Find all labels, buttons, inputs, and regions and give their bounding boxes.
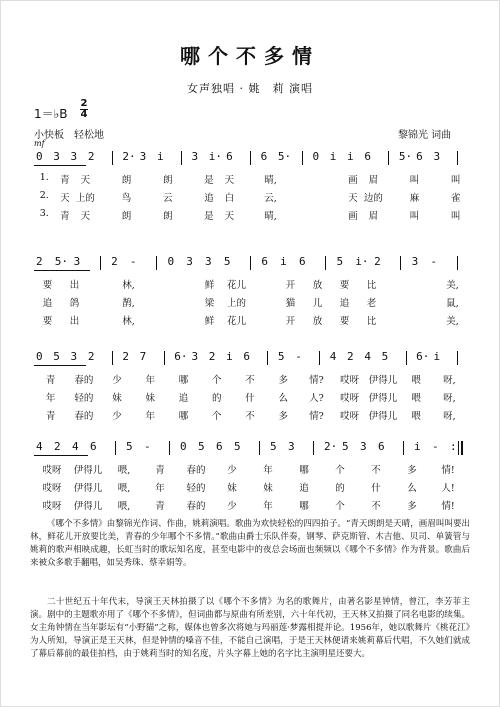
note: 3 <box>411 255 419 268</box>
beam <box>34 455 88 456</box>
lyric-syllable: 呀, <box>443 375 456 386</box>
bar-line <box>164 351 165 365</box>
key-signature: 1＝♭B <box>34 107 68 121</box>
lyric-syllable: 画 <box>348 175 358 186</box>
lyric-syllable: 是 <box>204 211 214 222</box>
lyric-syllable: 梁 <box>204 298 215 309</box>
lyric-syllable: 什 <box>371 483 381 494</box>
note: 2 <box>122 350 130 363</box>
lyric-syllable: 呀, <box>443 393 456 404</box>
lyric-syllable: 年 <box>263 501 273 512</box>
lyric-syllable: 叫 <box>450 211 461 222</box>
lyric-syllable: 哎呀 <box>340 393 360 404</box>
lyric-syllable: 多 <box>407 501 417 512</box>
final-bar-thick <box>461 441 463 455</box>
final-bar-thin <box>458 441 459 455</box>
lyric-syllable: 呀, <box>443 411 456 422</box>
lyric-syllable: 叫 <box>409 175 420 186</box>
lyric-syllable: 画 <box>348 211 358 222</box>
note: 2 <box>347 350 354 363</box>
note: 0 <box>180 440 187 453</box>
lyric-syllable: 喂, <box>117 465 131 476</box>
lyric-syllable: 鹊, <box>122 298 135 309</box>
note: 6· <box>416 350 430 363</box>
note: - <box>430 255 438 268</box>
lyric-syllable: 的 <box>335 483 345 494</box>
lyric-syllable: 年 <box>145 375 156 386</box>
lyric-syllable: 哪 <box>178 375 189 386</box>
lyric-syllable: 哪 <box>299 501 309 512</box>
notes-row <box>34 350 466 366</box>
lyric-syllable: 眉 <box>368 211 379 222</box>
lyric-syllable: 少 <box>112 411 122 422</box>
beam <box>34 365 86 366</box>
lyric-syllable: 不 <box>245 411 255 422</box>
note: 5· <box>277 150 292 163</box>
bar-line <box>156 256 157 270</box>
lyric-syllable: 天 <box>224 175 235 186</box>
note: 3 <box>139 150 147 163</box>
bar-line <box>115 441 116 455</box>
note: i <box>414 440 421 453</box>
lyric-syllable: 妹 <box>227 483 237 494</box>
lyric-syllable: 1. <box>39 172 49 183</box>
note: 4 <box>364 350 371 363</box>
lyric-syllable: 朗 <box>162 211 173 222</box>
lyric-row <box>34 208 466 222</box>
bar-line <box>457 256 458 270</box>
lyric-syllable: 个 <box>211 375 222 386</box>
note: 3 <box>191 350 199 363</box>
lyric-syllable: 老 <box>366 298 377 309</box>
note: 5 <box>270 440 277 453</box>
lyric-row <box>34 462 466 476</box>
lyric-syllable: 多 <box>407 465 417 476</box>
bar-line <box>313 441 314 455</box>
lyric-syllable: 喂 <box>411 411 421 422</box>
note: 5 <box>126 440 133 453</box>
lyric-syllable: 春的 <box>74 375 94 386</box>
note: 0 <box>36 150 43 163</box>
lyric-syllable: 伊得儿 <box>368 411 398 422</box>
beam <box>34 165 86 166</box>
lyric-syllable: 人? <box>309 393 324 404</box>
lyric-syllable: 伊得儿 <box>368 375 398 386</box>
note: 2 <box>208 350 216 363</box>
lyric-syllable: 青 <box>155 465 165 476</box>
note: 3 <box>433 150 441 163</box>
description-paragraph-1: 《哪个不多情》由黎锦光作词、作曲，姚莉演唱。歌曲为欢快轻松的四四拍子。“青天朗朗是天晴，画眉叫叫要出林，鲜花儿开放要比美，青春的少年哪个不多情。”歌曲由爵士乐队伴奏，钢琴、萨克斯管、木吉他、贝司、单簧管与姚莉的歌声相映成趣，长虹当时的歌坛知名度，甚至电影中的夜总会场面也频频以《哪个不多情》作为背景。歌曲后来被众多歌手翻唱，如吴秀珠、蔡幸娟等。 <box>30 519 470 568</box>
note: 6 <box>243 350 250 363</box>
lyric-syllable: 不 <box>371 465 381 476</box>
lyric-syllable: 儿 <box>312 298 323 309</box>
lyric-syllable: 放 <box>312 316 323 327</box>
note: 3 <box>360 440 367 453</box>
bar-line <box>250 151 251 165</box>
lyric-syllable: 白 <box>224 193 235 204</box>
bar-line <box>319 351 320 365</box>
lyric-syllable: 人! <box>441 483 455 494</box>
lyric-syllable: 哎呀 <box>42 501 62 512</box>
lyric-syllable: 么 <box>278 393 288 404</box>
lyric-syllable: 喂, <box>117 483 131 494</box>
bar-line <box>406 351 407 365</box>
bar-line <box>112 351 113 365</box>
lyric-syllable: 上的 <box>226 298 246 309</box>
lyric-syllable: 花儿 <box>226 280 246 291</box>
lyric-syllable: 多 <box>278 375 288 386</box>
lyric-syllable: 多 <box>278 411 288 422</box>
lyric-syllable: 喂, <box>117 501 131 512</box>
lyric-syllable: 天 <box>348 193 358 204</box>
lyric-syllable: 妹 <box>145 393 156 404</box>
lyric-syllable: 青 <box>60 175 70 186</box>
bar-line <box>325 256 326 270</box>
bar-line <box>457 151 458 165</box>
lyric-row <box>34 498 466 512</box>
lyric-syllable: 天 <box>80 211 91 222</box>
note: 6 <box>216 440 223 453</box>
lyric-syllable: 个 <box>335 501 345 512</box>
lyric-syllable: 比 <box>366 316 377 327</box>
lyric-syllable: 要 <box>339 280 350 291</box>
note: 6 <box>261 255 269 268</box>
note: 6 <box>298 255 306 268</box>
note: 3 <box>70 350 78 363</box>
note: 6 <box>416 150 423 163</box>
note: 4 <box>72 440 79 453</box>
note: 2 <box>374 255 381 268</box>
note: 3 <box>53 150 60 163</box>
lyric-syllable: 哪 <box>299 465 309 476</box>
lyric-syllable: 追 <box>299 483 309 494</box>
note: i <box>347 150 354 163</box>
lyric-syllable: 伊得儿 <box>73 501 103 512</box>
lyric-syllable: 少 <box>112 375 122 386</box>
lyric-syllable: 春的 <box>186 465 206 476</box>
note: 0 <box>36 350 43 363</box>
song-title: 哪个不多情 <box>180 44 320 68</box>
note: i <box>433 350 441 363</box>
lyric-syllable: 朗 <box>121 175 132 186</box>
lyric-syllable: 天 <box>224 211 235 222</box>
note: 0 <box>167 255 175 268</box>
lyric-syllable: 开 <box>285 280 296 291</box>
lyric-syllable: 是 <box>204 175 214 186</box>
note: 5 <box>234 440 241 453</box>
note: 6 <box>364 150 371 163</box>
note: 5 <box>336 255 344 268</box>
note: 3 <box>73 255 81 268</box>
lyric-syllable: 个 <box>211 411 222 422</box>
note: 3 <box>70 150 78 163</box>
note: 2 <box>87 350 95 363</box>
note: 2 <box>87 150 95 163</box>
lyric-syllable: 么 <box>407 483 417 494</box>
notes-row <box>34 440 466 456</box>
lyric-syllable: 青 <box>45 375 56 386</box>
lyric-syllable: 情! <box>441 501 455 512</box>
lyric-syllable: 追 <box>42 298 53 309</box>
lyric-syllable: 伊得儿 <box>73 465 103 476</box>
lyric-syllable: 3. <box>39 208 49 219</box>
lyric-syllable: 鸽 <box>69 298 80 309</box>
lyric-row <box>34 172 466 186</box>
note: 5 <box>381 350 389 363</box>
lyric-syllable: 林, <box>122 316 135 327</box>
lyric-syllable: 2. <box>39 190 49 201</box>
lyric-syllable: 美, <box>446 280 459 291</box>
composer-credit: 黎锦光 词曲 <box>398 130 452 141</box>
lyric-syllable: 叫 <box>409 211 420 222</box>
lyric-syllable: 美, <box>446 316 459 327</box>
lyric-syllable: 妹 <box>263 483 273 494</box>
note: i <box>226 350 233 363</box>
note: 5 <box>342 440 349 453</box>
lyric-syllable: 云 <box>162 193 173 204</box>
lyric-syllable: 出 <box>69 316 80 327</box>
lyric-row <box>34 277 466 291</box>
lyric-syllable: 追 <box>204 193 214 204</box>
lyric-row <box>34 408 466 422</box>
lyric-syllable: 伊得儿 <box>73 483 103 494</box>
lyric-syllable: 出 <box>69 280 80 291</box>
lyric-syllable: 鲜 <box>204 280 215 291</box>
note: 6· <box>174 350 188 363</box>
bar-line <box>259 441 260 455</box>
lyric-syllable: 花儿 <box>226 316 246 327</box>
lyric-syllable: 朗 <box>162 175 173 186</box>
note: i· <box>208 150 223 163</box>
repeat-dots: : <box>450 440 457 453</box>
note: 5 <box>198 440 205 453</box>
lyric-syllable: 青 <box>155 501 165 512</box>
lyric-row <box>34 480 466 494</box>
note: 5 <box>53 350 60 363</box>
bar-line <box>250 256 251 270</box>
note: 5 <box>277 350 285 363</box>
lyric-syllable: 哎呀 <box>42 465 62 476</box>
bar-line <box>267 351 268 365</box>
lyric-row <box>34 390 466 404</box>
meter-bottom: 4 <box>80 109 88 120</box>
lyric-syllable: 伊得儿 <box>368 393 398 404</box>
bar-line <box>457 351 458 365</box>
lyric-syllable: 朗 <box>121 211 132 222</box>
lyric-row <box>34 313 466 327</box>
note: 2· <box>324 440 338 453</box>
song-subtitle: 女声独唱 · 姚 莉 演唱 <box>187 82 313 95</box>
bar-line <box>181 151 182 165</box>
lyric-syllable: 晴, <box>264 175 277 186</box>
note: - <box>144 440 151 453</box>
note: 7 <box>139 350 147 363</box>
lyric-syllable: 什 <box>245 393 255 404</box>
lyric-syllable: 哎呀 <box>340 411 360 422</box>
lyric-syllable: 麻 <box>409 193 420 204</box>
lyric-syllable: 情! <box>441 465 455 476</box>
note: 4 <box>329 350 337 363</box>
lyric-syllable: 鸟 <box>121 193 132 204</box>
note: i· <box>355 255 369 268</box>
lyric-syllable: 哪 <box>178 411 189 422</box>
bar-line <box>169 441 170 455</box>
lyric-syllable: 喂 <box>411 393 421 404</box>
note: 0 <box>312 150 320 163</box>
lyric-syllable: 叫 <box>450 175 461 186</box>
lyric-syllable: 少 <box>227 501 237 512</box>
lyric-syllable: 哎呀 <box>340 375 360 386</box>
note: 3 <box>205 255 212 268</box>
lyric-syllable: 妹 <box>112 393 122 404</box>
bar-line <box>100 256 101 270</box>
lyric-syllable: 比 <box>366 280 377 291</box>
lyric-syllable: 哎呀 <box>42 483 62 494</box>
note: 3 <box>191 150 199 163</box>
notes-row <box>34 150 466 166</box>
beam <box>34 270 90 271</box>
lyric-syllable: 上的 <box>75 193 95 204</box>
lyric-syllable: 情? <box>309 411 324 422</box>
bar-line <box>400 256 401 270</box>
lyric-row <box>34 372 466 386</box>
note: 6 <box>260 150 268 163</box>
note: 6 <box>226 150 233 163</box>
note: - <box>129 255 137 268</box>
lyric-syllable: 要 <box>339 316 350 327</box>
lyric-syllable: 追 <box>339 298 350 309</box>
note: 4 <box>36 440 43 453</box>
meter-top: 2 <box>80 98 88 109</box>
note: 2 <box>111 255 118 268</box>
note: 6 <box>90 440 97 453</box>
note: 2 <box>54 440 61 453</box>
lyric-syllable: 要 <box>42 280 53 291</box>
lyric-syllable: 不 <box>245 375 255 386</box>
note: 2 <box>36 255 43 268</box>
lyric-syllable: 轻的 <box>186 483 206 494</box>
lyric-syllable: 眉 <box>368 175 379 186</box>
time-signature <box>80 99 88 120</box>
lyric-syllable: 年 <box>263 465 273 476</box>
lyric-syllable: 年 <box>145 411 156 422</box>
dynamic-marking: mf <box>34 139 45 148</box>
note: - <box>432 440 439 453</box>
lyric-syllable: 不 <box>371 501 381 512</box>
lyric-syllable: 晴, <box>264 211 277 222</box>
lyric-syllable: 追 <box>178 393 189 404</box>
lyric-syllable: 鼠, <box>446 298 459 309</box>
note: 2· <box>122 150 136 163</box>
note: i <box>329 150 337 163</box>
lyric-row <box>34 295 466 309</box>
lyric-syllable: 天 <box>60 193 70 204</box>
lyric-syllable: 青 <box>60 211 70 222</box>
lyric-syllable: 云, <box>264 193 277 204</box>
notes-row <box>34 255 466 271</box>
lyric-syllable: 猫 <box>285 298 296 309</box>
note: 5· <box>398 150 413 163</box>
lyric-syllable: 春的 <box>186 501 206 512</box>
lyric-syllable: 年 <box>155 483 165 494</box>
lyric-syllable: 天 <box>80 175 91 186</box>
bar-line <box>302 151 303 165</box>
lyric-syllable: 林, <box>122 280 135 291</box>
lyric-syllable: 轻的 <box>74 393 94 404</box>
tempo-marking: 小快板 轻松地 <box>34 130 104 141</box>
description-paragraph-2: 二十世纪五十年代末，导演王天林拍摄了以《哪个不多情》为名的歌舞片，由著名影星钟情，曾江，李芳菲主演。剧中的主题歌亦用了《哪个不多情》，但词曲都与原曲有所差别，六十年代初，王天林又拍摄了同名电影的续集。女主角钟情在当年影坛有“小野猫”之称，媒体也曾多次将她与玛丽莲·梦露相提并论。1956年，她以歌舞片《桃花江》为人所知，导演正是王天林，但是钟情的嗓音不佳，不能自己演唱，于是王天林便请来姚莉幕后代唱，不久她们就成了幕后幕前的最佳拍档，由于姚莉当时的知名度，片头字幕上她的名字比主演明星还要大。 <box>30 597 470 659</box>
lyric-syllable: 开 <box>285 316 296 327</box>
lyric-syllable: 喂 <box>411 375 421 386</box>
lyric-syllable: 青 <box>45 411 56 422</box>
lyric-syllable: 的 <box>211 393 222 404</box>
lyric-syllable: 个 <box>335 465 345 476</box>
lyric-row <box>34 190 466 204</box>
bar-line <box>112 151 113 165</box>
lyric-syllable: 鲜 <box>204 316 215 327</box>
note: - <box>295 350 302 363</box>
lyric-syllable: 边的 <box>363 193 383 204</box>
lyric-syllable: 春的 <box>74 411 94 422</box>
note: i <box>280 255 287 268</box>
note: 6 <box>378 440 385 453</box>
lyric-syllable: 放 <box>312 280 323 291</box>
note: 5 <box>223 255 231 268</box>
lyric-syllable: 年 <box>45 393 56 404</box>
lyric-syllable: 要 <box>42 316 53 327</box>
lyric-syllable: 少 <box>227 465 237 476</box>
note: i <box>156 150 164 163</box>
bar-line <box>403 441 404 455</box>
bar-line <box>388 151 389 165</box>
lyric-syllable: 情? <box>309 375 324 386</box>
note: 3 <box>288 440 295 453</box>
note: 5· <box>54 255 69 268</box>
lyric-syllable: 雀 <box>450 193 461 204</box>
note: 3 <box>186 255 193 268</box>
